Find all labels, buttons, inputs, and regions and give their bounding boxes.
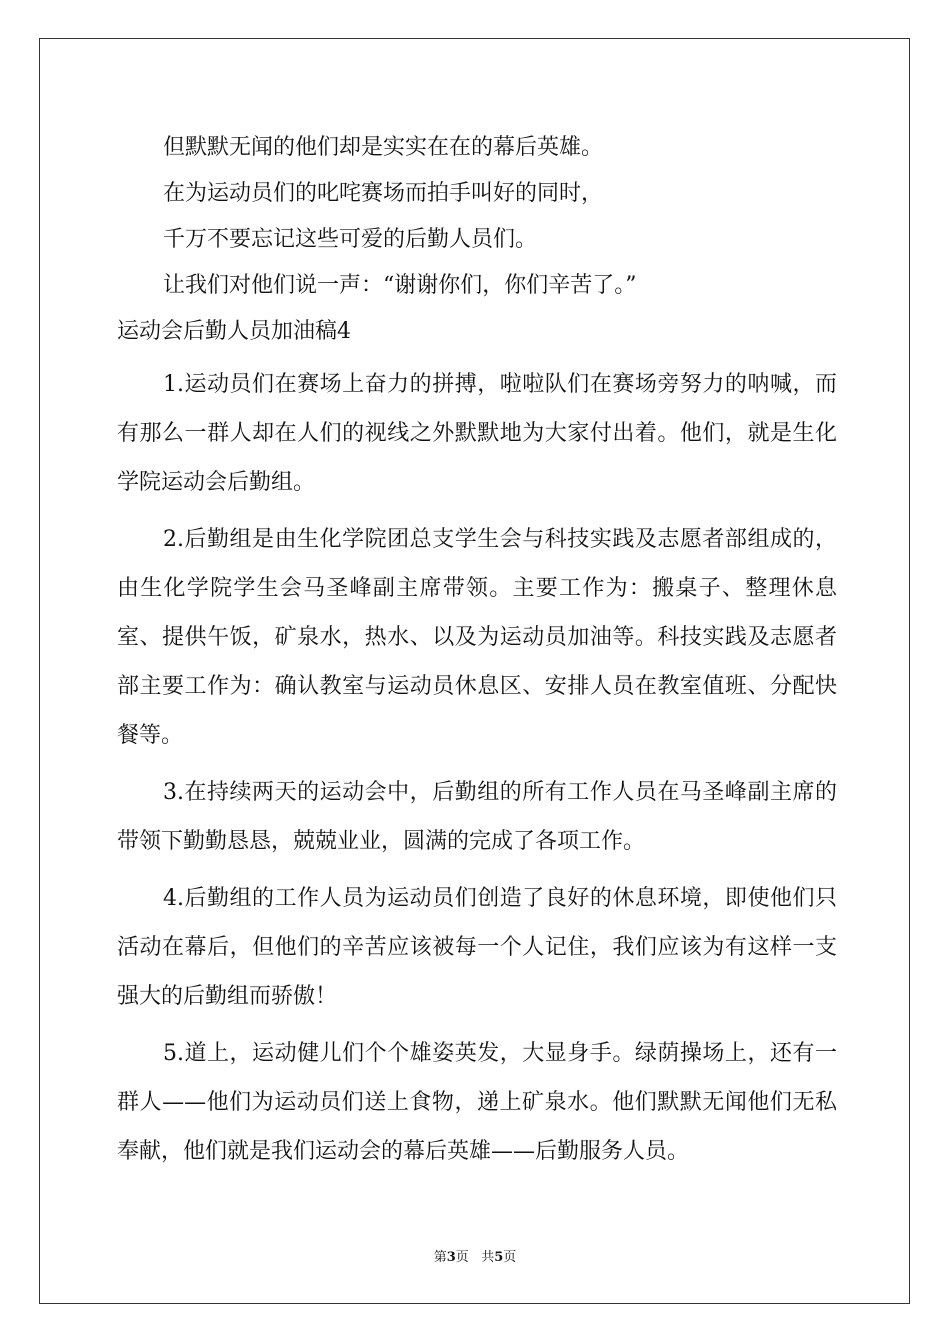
poem-line: 在为运动员们的叱咤赛场而拍手叫好的同时，	[163, 181, 604, 206]
paragraph-4: 4.后勤组的工作人员为运动员们创造了良好的休息环境，即使他们只活动在幕后，但他们的辛苦应该被每一个人记住，我们应该为有这样一支强大的后勤组而骄傲！	[117, 886, 837, 1009]
page-number: 3	[446, 1250, 456, 1265]
page-suffix: 页	[455, 1250, 469, 1265]
paragraph-1: 1.运动员们在赛场上奋力的拼搏，啦啦队们在赛场旁努力的呐喊，而有那么一群人却在人们的视线之外默默地为大家付出着。他们，就是生化学院运动会后勤组。	[117, 372, 837, 495]
page-footer	[0, 1246, 950, 1265]
total-suffix: 页	[503, 1250, 517, 1265]
poem-line: 让我们对他们说一声：“谢谢你们，你们辛苦了。”	[163, 273, 637, 298]
paragraph-5: 5.道上，运动健儿们个个雄姿英发，大显身手。绿荫操场上，还有一群人——他们为运动员们送上食物，递上矿泉水。他们默默无闻他们无私奉献，他们就是我们运动会的幕后英雄——后勤服务人员。	[117, 1041, 837, 1164]
poem-line: 但默默无闻的他们却是实实在在的幕后英雄。	[163, 135, 604, 160]
page-prefix: 第	[433, 1250, 447, 1265]
paragraph-2: 2.后勤组是由生化学院团总支学生会与科技实践及志愿者部组成的，由生化学院学生会马圣峰副主席带领。主要工作为：搬桌子、整理休息室、提供午饭，矿泉水，热水、以及为运动员加油等。科技实践及志愿者部主要工作为：确认教室与运动员休息区、安排人员在教室值班、分配快餐等。	[117, 527, 837, 748]
paragraph-3: 3.在持续两天的运动会中，后勤组的所有工作人员在马圣峰副主席的带领下勤勤恳恳，兢兢业业，圆满的完成了各项工作。	[117, 780, 837, 854]
total-prefix: 共	[481, 1250, 495, 1265]
total-pages: 5	[494, 1250, 504, 1265]
poem-line: 千万不要忘记这些可爱的后勤人员们。	[163, 227, 538, 252]
document-body	[117, 125, 837, 1176]
section-title: 运动会后勤人员加油稿4	[117, 319, 351, 344]
